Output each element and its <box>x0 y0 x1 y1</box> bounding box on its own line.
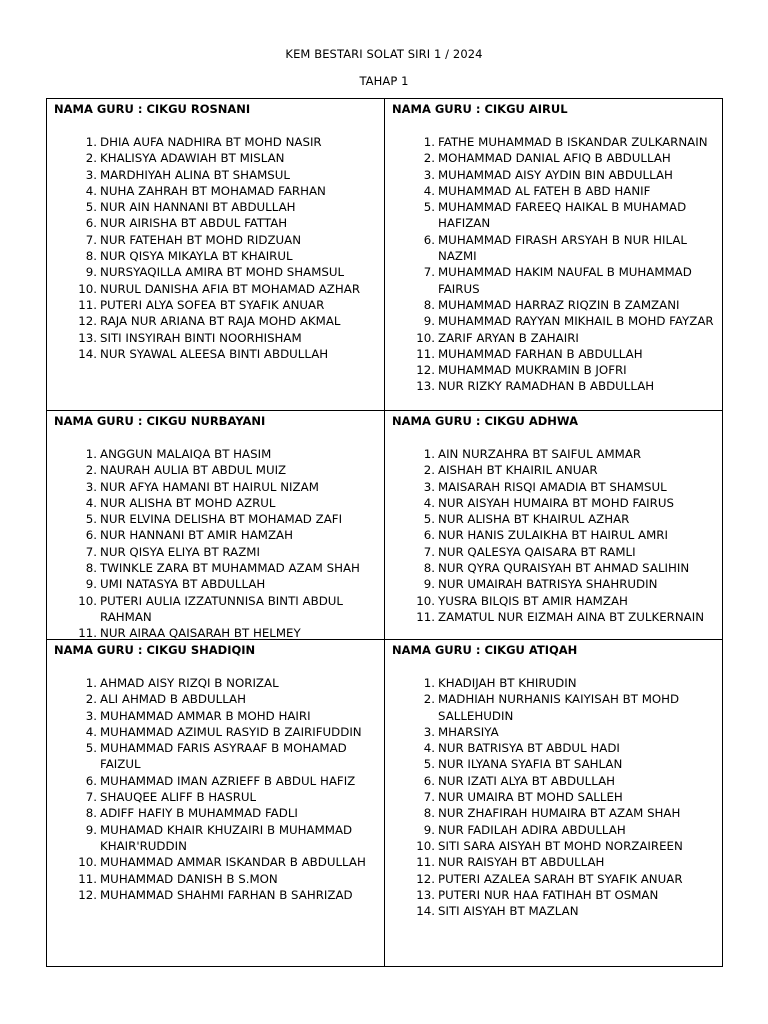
student-name: NURSYAQILLA AMIRA BT MOHD SHAMSUL <box>100 265 345 280</box>
student-list-item <box>385 378 722 394</box>
teacher-group-table <box>46 98 723 967</box>
student-list-item <box>47 264 384 280</box>
student-name: NUR UMAIRA BT MOHD SALLEH <box>438 790 623 805</box>
student-number: 2. <box>85 463 97 478</box>
student-number: 4. <box>423 183 435 198</box>
student-number: 10. <box>416 838 435 853</box>
student-number: 2. <box>423 151 435 166</box>
student-name: MUHAMMAD FAREEQ HAIKAL B MUHAMAD HAFIZAN <box>438 200 687 231</box>
student-list-item <box>47 527 384 543</box>
student-number: 8. <box>423 297 435 312</box>
student-list-item <box>385 838 722 854</box>
student-number: 9. <box>423 577 435 592</box>
student-number: 14. <box>78 346 97 361</box>
student-list <box>385 134 722 395</box>
student-name: MUHAMMAD AMMAR ISKANDAR B ABDULLAH <box>100 855 366 870</box>
student-name: ALI AHMAD B ABDULLAH <box>100 692 246 707</box>
student-list-item <box>385 362 722 378</box>
student-list <box>47 134 384 362</box>
student-list-item <box>385 576 722 592</box>
student-name: UMI NATASYA BT ABDULLAH <box>100 577 266 592</box>
student-list-item <box>385 495 722 511</box>
student-number: 11. <box>416 609 435 624</box>
student-list-item <box>385 462 722 478</box>
student-number: 4. <box>85 495 97 510</box>
student-number: 12. <box>78 314 97 329</box>
student-list-item <box>47 805 384 821</box>
student-number: 8. <box>85 561 97 576</box>
student-number: 6. <box>85 528 97 543</box>
student-name: MUHAMMAD IMAN AZRIEFF B ABDUL HAFIZ <box>100 773 356 788</box>
student-name: NUR FADILAH ADIRA ABDULLAH <box>438 822 626 837</box>
student-list-item <box>385 773 722 789</box>
student-list-item <box>385 199 722 232</box>
teacher-name: NAMA GURU : CIKGU SHADIQIN <box>54 643 256 657</box>
student-number: 9. <box>85 577 97 592</box>
student-list-item <box>385 854 722 870</box>
student-number: 5. <box>423 200 435 215</box>
student-number: 11. <box>78 871 97 886</box>
student-name: NUR RAISYAH BT ABDULLAH <box>438 855 605 870</box>
student-name: NUR AIN HANNANI BT ABDULLAH <box>100 200 296 215</box>
student-number: 3. <box>85 708 97 723</box>
student-name: YUSRA BILQIS BT AMIR HAMZAH <box>438 593 628 608</box>
student-name: ZAMATUL NUR EIZMAH AINA BT ZULKERNAIN <box>438 609 705 624</box>
student-number: 2. <box>423 463 435 478</box>
student-number: 10. <box>416 593 435 608</box>
student-name: NUR HANIS ZULAIKHA BT HAIRUL AMRI <box>438 528 668 543</box>
student-list-item <box>47 625 384 640</box>
student-number: 1. <box>85 135 97 149</box>
student-number: 11. <box>78 626 97 640</box>
student-name: NUR QISYA MIKAYLA BT KHAIRUL <box>100 249 293 264</box>
student-name: NUR QISYA ELIYA BT RAZMI <box>100 544 260 559</box>
student-number: 4. <box>85 724 97 739</box>
student-name: AISHAH BT KHAIRIL ANUAR <box>438 463 598 478</box>
student-name: NUR BATRISYA BT ABDUL HADI <box>438 741 620 756</box>
student-list-item <box>47 871 384 887</box>
student-list-item <box>47 511 384 527</box>
group-cell-atiqah <box>385 640 723 967</box>
group-cell-rosnani <box>47 99 385 411</box>
student-name: KHALISYA ADAWIAH BT MISLAN <box>100 151 285 166</box>
student-number: 7. <box>423 790 435 805</box>
student-list-item <box>47 232 384 248</box>
student-list-item <box>385 446 722 462</box>
student-name: NUR QALESYA QAISARA BT RAMLI <box>438 544 636 559</box>
student-name: MARDHIYAH ALINA BT SHAMSUL <box>100 167 290 182</box>
student-list-item <box>47 281 384 297</box>
student-list <box>47 446 384 640</box>
student-list-item <box>385 183 722 199</box>
student-list-item <box>47 708 384 724</box>
student-number: 10. <box>78 593 97 608</box>
student-list-item <box>385 822 722 838</box>
teacher-name: NAMA GURU : CIKGU NURBAYANI <box>54 414 266 428</box>
student-name: MUHAMMAD AZIMUL RASYID B ZAIRIFUDDIN <box>100 724 362 739</box>
student-list-item <box>385 264 722 297</box>
student-list-item <box>385 789 722 805</box>
student-number: 5. <box>85 200 97 215</box>
student-list-item <box>47 822 384 855</box>
student-list-item <box>385 903 722 919</box>
student-list-item <box>385 134 722 150</box>
student-name: NURUL DANISHA AFIA BT MOHAMAD AZHAR <box>100 281 361 296</box>
student-name: NUR SYAWAL ALEESA BINTI ABDULLAH <box>100 346 329 361</box>
student-number: 11. <box>416 855 435 870</box>
student-number: 1. <box>85 676 97 690</box>
student-number: 3. <box>85 167 97 182</box>
student-list-item <box>47 183 384 199</box>
student-name: MUHAMMAD HAKIM NAUFAL B MUHAMMAD FAIRUS <box>438 265 692 296</box>
student-number: 10. <box>78 281 97 296</box>
student-number: 3. <box>423 479 435 494</box>
student-name: NUR UMAIRAH BATRISYA SHAHRUDIN <box>438 577 658 592</box>
student-list-item <box>47 134 384 150</box>
student-name: SITI SARA AISYAH BT MOHD NORZAIREEN <box>438 838 683 853</box>
student-list-item <box>47 479 384 495</box>
student-name: MOHAMMAD DANIAL AFIQ B ABDULLAH <box>438 151 671 166</box>
student-list-item <box>385 330 722 346</box>
student-number: 1. <box>423 676 435 690</box>
student-list-item <box>47 560 384 576</box>
student-name: NUR ELVINA DELISHA BT MOHAMAD ZAFI <box>100 512 343 527</box>
student-number: 4. <box>423 495 435 510</box>
student-list-item <box>47 675 384 691</box>
student-list-item <box>47 495 384 511</box>
student-name: NUHA ZAHRAH BT MOHAMAD FARHAN <box>100 183 326 198</box>
student-number: 11. <box>78 297 97 312</box>
student-list-item <box>47 248 384 264</box>
student-list-item <box>47 789 384 805</box>
student-name: TWINKLE ZARA BT MUHAMMAD AZAM SHAH <box>100 561 360 576</box>
teacher-name: NAMA GURU : CIKGU ROSNANI <box>54 102 251 116</box>
student-name: MUHAMMAD DANISH B S.MON <box>100 871 278 886</box>
student-number: 9. <box>423 822 435 837</box>
student-number: 1. <box>85 447 97 461</box>
student-number: 3. <box>423 724 435 739</box>
student-number: 7. <box>85 790 97 805</box>
student-name: SHAUQEE ALIFF B HASRUL <box>100 790 257 805</box>
student-name: MUHAMMAD FARIS ASYRAAF B MOHAMAD FAIZUL <box>100 741 347 772</box>
student-name: MAISARAH RISQI AMADIA BT SHAMSUL <box>438 479 667 494</box>
student-number: 6. <box>423 528 435 543</box>
student-number: 14. <box>416 904 435 919</box>
student-name: NUR HANNANI BT AMIR HAMZAH <box>100 528 293 543</box>
student-name: NUR AISYAH HUMAIRA BT MOHD FAIRUS <box>438 495 674 510</box>
student-number: 7. <box>423 265 435 280</box>
student-number: 6. <box>423 232 435 247</box>
student-number: 8. <box>423 806 435 821</box>
student-name: ZARIF ARYAN B ZAHAIRI <box>438 330 579 345</box>
student-list-item <box>47 576 384 592</box>
student-name: NUR AIRISHA BT ABDUL FATTAH <box>100 216 288 231</box>
student-list-item <box>385 805 722 821</box>
student-name: NUR IZATI ALYA BT ABDULLAH <box>438 773 616 788</box>
student-list-item <box>47 462 384 478</box>
student-number: 8. <box>85 249 97 264</box>
student-name: FATHE MUHAMMAD B ISKANDAR ZULKARNAIN <box>438 135 708 149</box>
student-list-item <box>47 593 384 626</box>
student-number: 4. <box>85 183 97 198</box>
student-list-item <box>385 887 722 903</box>
student-list-item <box>385 675 722 691</box>
student-list-item <box>385 511 722 527</box>
student-number: 2. <box>423 692 435 707</box>
teacher-name: NAMA GURU : CIKGU ADHWA <box>392 414 578 428</box>
student-list-item <box>47 313 384 329</box>
student-number: 5. <box>423 512 435 527</box>
student-number: 5. <box>423 757 435 772</box>
student-list-item <box>47 691 384 707</box>
student-list-item <box>47 887 384 903</box>
student-number: 6. <box>423 773 435 788</box>
student-number: 5. <box>85 512 97 527</box>
student-name: PUTERI AZALEA SARAH BT SYAFIK ANUAR <box>438 871 683 886</box>
student-number: 7. <box>423 544 435 559</box>
student-name: NUR RIZKY RAMADHAN B ABDULLAH <box>438 379 655 394</box>
student-list-item <box>47 330 384 346</box>
student-name: PUTERI NUR HAA FATIHAH BT OSMAN <box>438 887 659 902</box>
student-list-item <box>385 560 722 576</box>
student-number: 3. <box>423 167 435 182</box>
student-number: 7. <box>85 544 97 559</box>
student-name: MUHAMMAD AISY AYDIN BIN ABDULLAH <box>438 167 673 182</box>
student-number: 4. <box>423 741 435 756</box>
student-number: 7. <box>85 232 97 247</box>
student-number: 8. <box>85 806 97 821</box>
student-number: 9. <box>85 265 97 280</box>
student-list-item <box>385 232 722 265</box>
student-name: MUHAMMAD MUKRAMIN B JOFRI <box>438 363 627 378</box>
student-name: SITI AISYAH BT MAZLAN <box>438 904 579 919</box>
student-number: 2. <box>85 692 97 707</box>
student-list-item <box>385 544 722 560</box>
student-list-item <box>47 150 384 166</box>
student-number: 6. <box>85 216 97 231</box>
student-name: NUR ILYANA SYAFIA BT SAHLAN <box>438 757 623 772</box>
student-list <box>385 446 722 625</box>
student-name: MUHAMMAD AMMAR B MOHD HAIRI <box>100 708 311 723</box>
student-name: NUR ZHAFIRAH HUMAIRA BT AZAM SHAH <box>438 806 681 821</box>
teacher-name: NAMA GURU : CIKGU ATIQAH <box>392 643 578 657</box>
student-number: 6. <box>85 773 97 788</box>
student-number: 13. <box>416 379 435 394</box>
student-name: MHARSIYA <box>438 724 499 739</box>
document-subtitle: TAHAP 1 <box>359 74 409 88</box>
student-number: 10. <box>416 330 435 345</box>
student-name: MUHAMMAD RAYYAN MIKHAIL B MOHD FAYZAR <box>438 314 714 329</box>
student-name: DHIA AUFA NADHIRA BT MOHD NASIR <box>100 135 322 149</box>
student-list-item <box>385 150 722 166</box>
student-number: 9. <box>85 822 97 837</box>
student-name: NUR AIRAA QAISARAH BT HELMEY <box>100 626 301 640</box>
teacher-name: NAMA GURU : CIKGU AIRUL <box>392 102 568 116</box>
student-number: 3. <box>85 479 97 494</box>
student-number: 13. <box>416 887 435 902</box>
student-list-item <box>47 724 384 740</box>
student-list-item <box>47 446 384 462</box>
student-list <box>47 675 384 903</box>
student-name: NAURAH AULIA BT ABDUL MUIZ <box>100 463 287 478</box>
student-list-item <box>385 527 722 543</box>
student-name: PUTERI ALYA SOFEA BT SYAFIK ANUAR <box>100 297 325 312</box>
student-number: 5. <box>85 741 97 756</box>
student-list-item <box>47 215 384 231</box>
student-list-item <box>385 297 722 313</box>
student-list-item <box>385 691 722 724</box>
student-number: 8. <box>423 561 435 576</box>
student-name: NUR ALISHA BT KHAIRUL AZHAR <box>438 512 630 527</box>
student-name: AIN NURZAHRA BT SAIFUL AMMAR <box>438 447 642 461</box>
group-cell-shadiqin <box>47 640 385 967</box>
student-list-item <box>385 167 722 183</box>
student-list-item <box>385 313 722 329</box>
student-number: 12. <box>416 871 435 886</box>
student-list-item <box>47 773 384 789</box>
student-list-item <box>47 740 384 773</box>
student-number: 2. <box>85 151 97 166</box>
student-list-item <box>385 756 722 772</box>
student-list-item <box>47 346 384 362</box>
student-list-item <box>385 871 722 887</box>
student-name: NUR AFYA HAMANI BT HAIRUL NIZAM <box>100 479 319 494</box>
document-title: KEM BESTARI SOLAT SIRI 1 / 2024 <box>285 47 483 61</box>
student-name: NUR FATEHAH BT MOHD RIDZUAN <box>100 232 302 247</box>
student-name: MADHIAH NURHANIS KAIYISAH BT MOHD SALLEHUDIN <box>438 692 680 723</box>
student-name: MUHAMAD KHAIR KHUZAIRI B MUHAMMAD KHAIR'RUDDIN <box>100 822 353 853</box>
student-name: MUHAMMAD FIRASH ARSYAH B NUR HILAL NAZMI <box>438 232 687 264</box>
student-name: ANGGUN MALAIQA BT HASIM <box>100 447 272 461</box>
student-list-item <box>385 609 722 625</box>
student-name: KHADIJAH BT KHIRUDIN <box>438 676 577 690</box>
student-number: 11. <box>416 346 435 361</box>
student-list-item <box>385 593 722 609</box>
student-name: AHMAD AISY RIZQI B NORIZAL <box>100 676 279 690</box>
student-number: 10. <box>78 855 97 870</box>
student-list-item <box>47 199 384 215</box>
student-list-item <box>47 544 384 560</box>
student-number: 12. <box>78 887 97 902</box>
group-cell-adhwa <box>385 411 723 640</box>
student-number: 1. <box>423 135 435 149</box>
student-name: MUHAMMAD FARHAN B ABDULLAH <box>438 346 643 361</box>
student-name: NUR ALISHA BT MOHD AZRUL <box>100 495 276 510</box>
student-name: SITI INSYIRAH BINTI NOORHISHAM <box>100 330 302 345</box>
student-number: 13. <box>78 330 97 345</box>
student-list-item <box>47 167 384 183</box>
group-cell-nurbayani <box>47 411 385 640</box>
student-name: PUTERI AULIA IZZATUNNISA BINTI ABDUL RAHMAN <box>100 593 343 624</box>
student-list-item <box>385 479 722 495</box>
student-name: MUHAMMAD AL FATEH B ABD HANIF <box>438 183 651 198</box>
student-number: 12. <box>416 363 435 378</box>
student-list-item <box>47 854 384 870</box>
student-list-item <box>385 724 722 740</box>
student-name: ADIFF HAFIY B MUHAMMAD FADLI <box>100 806 298 821</box>
student-list-item <box>385 740 722 756</box>
group-cell-airul <box>385 99 723 411</box>
student-list <box>385 675 722 919</box>
student-name: MUHAMMAD SHAHMI FARHAN B SAHRIZAD <box>100 887 353 902</box>
student-list-item <box>47 297 384 313</box>
student-list-item <box>385 346 722 362</box>
student-number: 9. <box>423 314 435 329</box>
student-name: RAJA NUR ARIANA BT RAJA MOHD AKMAL <box>100 314 341 329</box>
student-name: MUHAMMAD HARRAZ RIQZIN B ZAMZANI <box>438 297 680 312</box>
student-number: 1. <box>423 447 435 461</box>
student-name: NUR QYRA QURAISYAH BT AHMAD SALIHIN <box>438 561 690 576</box>
